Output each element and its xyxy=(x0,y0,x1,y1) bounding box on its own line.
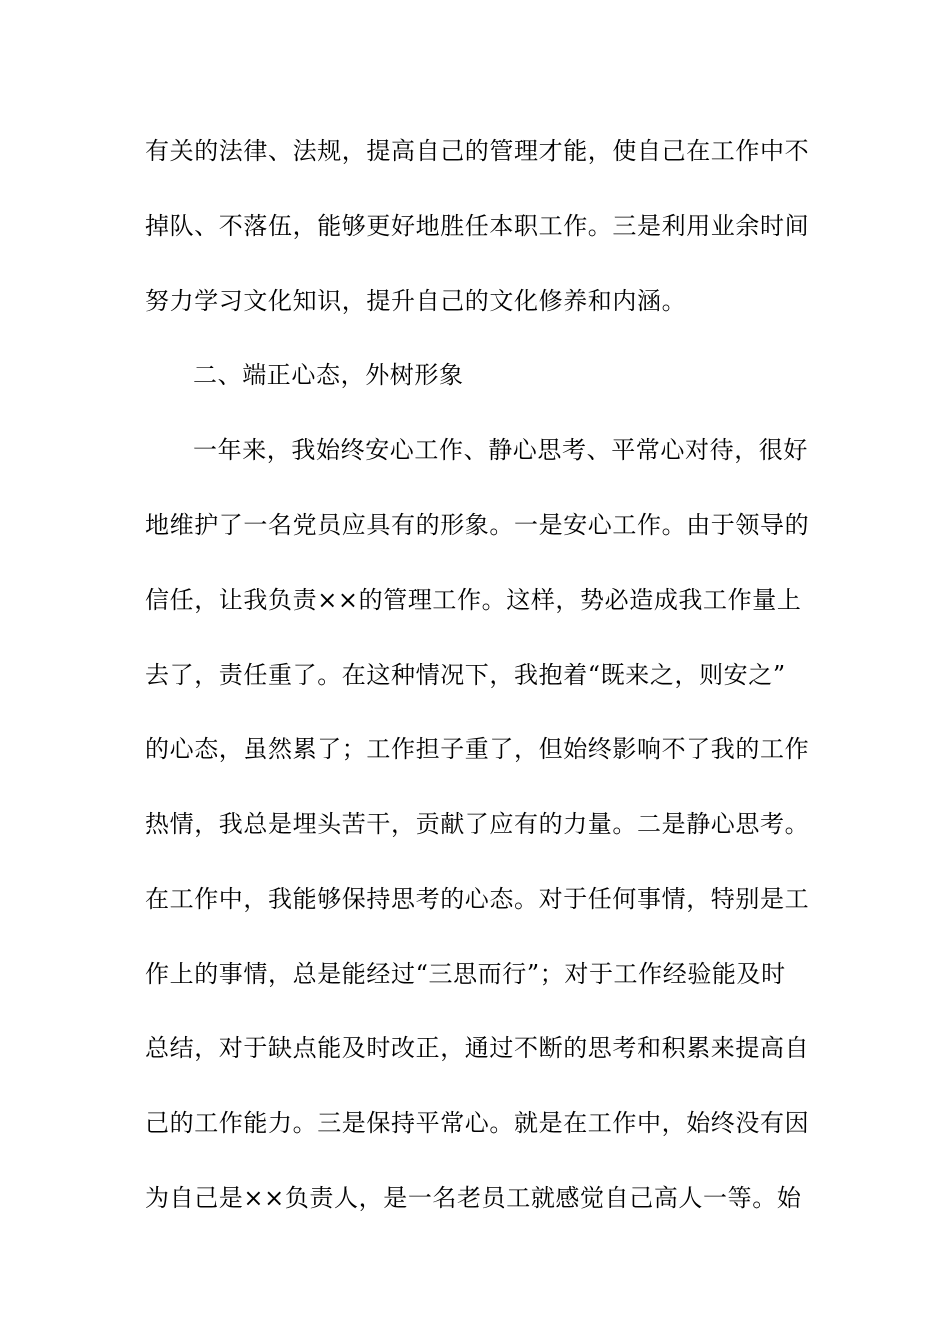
text-line: 己的工作能力。三是保持平常心。就是在工作中，始终没有因 xyxy=(145,1109,810,1137)
text-line: 地维护了一名党员应具有的形象。一是安心工作。由于领导的 xyxy=(145,511,810,539)
text-line: 热情，我总是埋头苦干，贡献了应有的力量。二是静心思考。 xyxy=(145,810,810,838)
text-line: 去了，责任重了。在这种情况下，我抱着“既来之，则安之” xyxy=(145,661,786,689)
text-line: 在工作中，我能够保持思考的心态。对于任何事情，特别是工 xyxy=(145,885,810,913)
text-line: 有关的法律、法规，提高自己的管理才能，使自己在工作中不 xyxy=(145,137,810,165)
text-line: 一年来，我始终安心工作、静心思考、平常心对待，很好 xyxy=(193,436,808,464)
text-line: 总结，对于缺点能及时改正，通过不断的思考和积累来提高自 xyxy=(145,1034,810,1062)
text-line: 为自己是××负责人，是一名老员工就感觉自己高人一等。始 xyxy=(145,1184,802,1212)
text-line: 掉队、不落伍，能够更好地胜任本职工作。三是利用业余时间 xyxy=(145,212,810,240)
text-line: 作上的事情，总是能经过“三思而行”；对于工作经验能及时 xyxy=(145,960,786,988)
text-line: 信任，让我负责××的管理工作。这样，势必造成我工作量上 xyxy=(145,586,802,614)
text-line: 努力学习文化知识，提升自己的文化修养和内涵。 xyxy=(145,287,687,315)
text-line: 的心态，虽然累了；工作担子重了，但始终影响不了我的工作 xyxy=(145,735,810,763)
section-heading: 二、端正心态，外树形象 xyxy=(193,361,464,389)
